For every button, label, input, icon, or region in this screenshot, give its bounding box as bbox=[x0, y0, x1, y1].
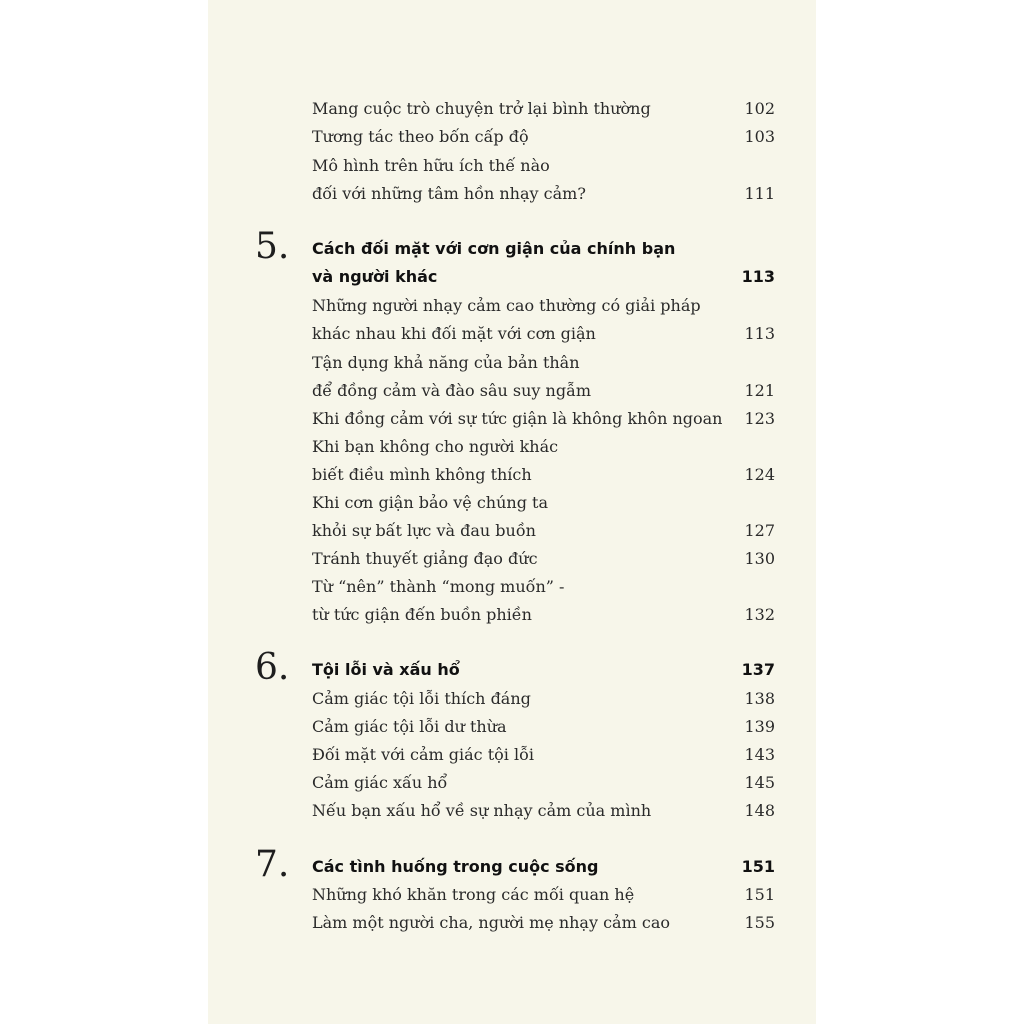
toc-entry-line: khác nhau khi đối mặt với cơn giận bbox=[312, 324, 596, 343]
toc-entry-line: khỏi sự bất lực và đau buồn bbox=[312, 521, 536, 540]
toc-entry-page: 132 bbox=[744, 605, 775, 624]
toc-entry-page: 121 bbox=[744, 381, 775, 400]
toc-entry-page: 124 bbox=[744, 465, 775, 484]
chapter-number: 6. bbox=[255, 647, 290, 688]
toc-entry-line: Mô hình trên hữu ích thế nào bbox=[312, 156, 550, 175]
toc-entry-line: Tận dụng khả năng của bản thân bbox=[312, 353, 580, 372]
chapter-page: 137 bbox=[741, 660, 775, 679]
toc-entry-line: Tương tác theo bốn cấp độ bbox=[312, 127, 529, 146]
chapter-page: 151 bbox=[741, 857, 775, 876]
toc-entry-line: Khi cơn giận bảo vệ chúng ta bbox=[312, 493, 548, 512]
toc-entry-line: biết điều mình không thích bbox=[312, 465, 532, 484]
toc-entry-line: đối với những tâm hồn nhạy cảm? bbox=[312, 184, 586, 203]
toc-entry-line: Tránh thuyết giảng đạo đức bbox=[312, 549, 538, 568]
chapter-number: 5. bbox=[255, 226, 290, 267]
toc-entry-line: Những khó khăn trong các mối quan hệ bbox=[312, 885, 635, 904]
chapter-title-line: Các tình huống trong cuộc sống bbox=[312, 857, 599, 876]
toc-entry-line: Từ “nên” thành “mong muốn” - bbox=[312, 577, 565, 596]
toc-entry-line: để đồng cảm và đào sâu suy ngẫm bbox=[312, 381, 592, 400]
toc-entry-page: 145 bbox=[744, 773, 775, 792]
toc-entry-line: Nếu bạn xấu hổ về sự nhạy cảm của mình bbox=[312, 801, 652, 820]
toc-entry-line: từ tức giận đến buồn phiền bbox=[312, 605, 532, 624]
toc-entry-page: 138 bbox=[744, 689, 775, 708]
chapter-page: 113 bbox=[741, 267, 775, 286]
toc-entry-line: Cảm giác tội lỗi dư thừa bbox=[312, 717, 507, 736]
toc-entry-line: Khi bạn không cho người khác bbox=[312, 437, 559, 456]
toc-entry-page: 143 bbox=[744, 745, 775, 764]
toc-entry-line: Khi đồng cảm với sự tức giận là không khôn ngoan bbox=[312, 409, 723, 428]
toc-entry-page: 113 bbox=[744, 324, 775, 343]
toc-entry-line: Cảm giác xấu hổ bbox=[312, 773, 448, 792]
toc-entry-page: 139 bbox=[744, 717, 775, 736]
toc-entry-page: 130 bbox=[744, 549, 775, 568]
toc-entry-page: 148 bbox=[744, 801, 775, 820]
toc-entry-line: Mang cuộc trò chuyện trở lại bình thường bbox=[312, 99, 651, 118]
toc-entry-line: Đối mặt với cảm giác tội lỗi bbox=[312, 745, 534, 764]
toc-entry-page: 155 bbox=[744, 913, 775, 932]
chapter-title-line: Cách đối mặt với cơn giận của chính bạn bbox=[312, 239, 676, 258]
toc-entry-line: Cảm giác tội lỗi thích đáng bbox=[312, 689, 531, 708]
chapter-title-line: và người khác bbox=[312, 267, 438, 286]
toc-entry-page: 111 bbox=[744, 184, 775, 203]
chapter-number: 7. bbox=[255, 844, 290, 885]
toc-entry-page: 102 bbox=[744, 99, 775, 118]
toc-entry-page: 151 bbox=[744, 885, 775, 904]
chapter-title-line: Tội lỗi và xấu hổ bbox=[312, 660, 460, 679]
toc-entry-line: Những người nhạy cảm cao thường có giải pháp bbox=[312, 296, 701, 315]
toc-entry-page: 127 bbox=[744, 521, 775, 540]
toc-entry-page: 123 bbox=[744, 409, 775, 428]
toc-entry-page: 103 bbox=[744, 127, 775, 146]
toc-entry-line: Làm một người cha, người mẹ nhạy cảm cao bbox=[312, 913, 670, 932]
